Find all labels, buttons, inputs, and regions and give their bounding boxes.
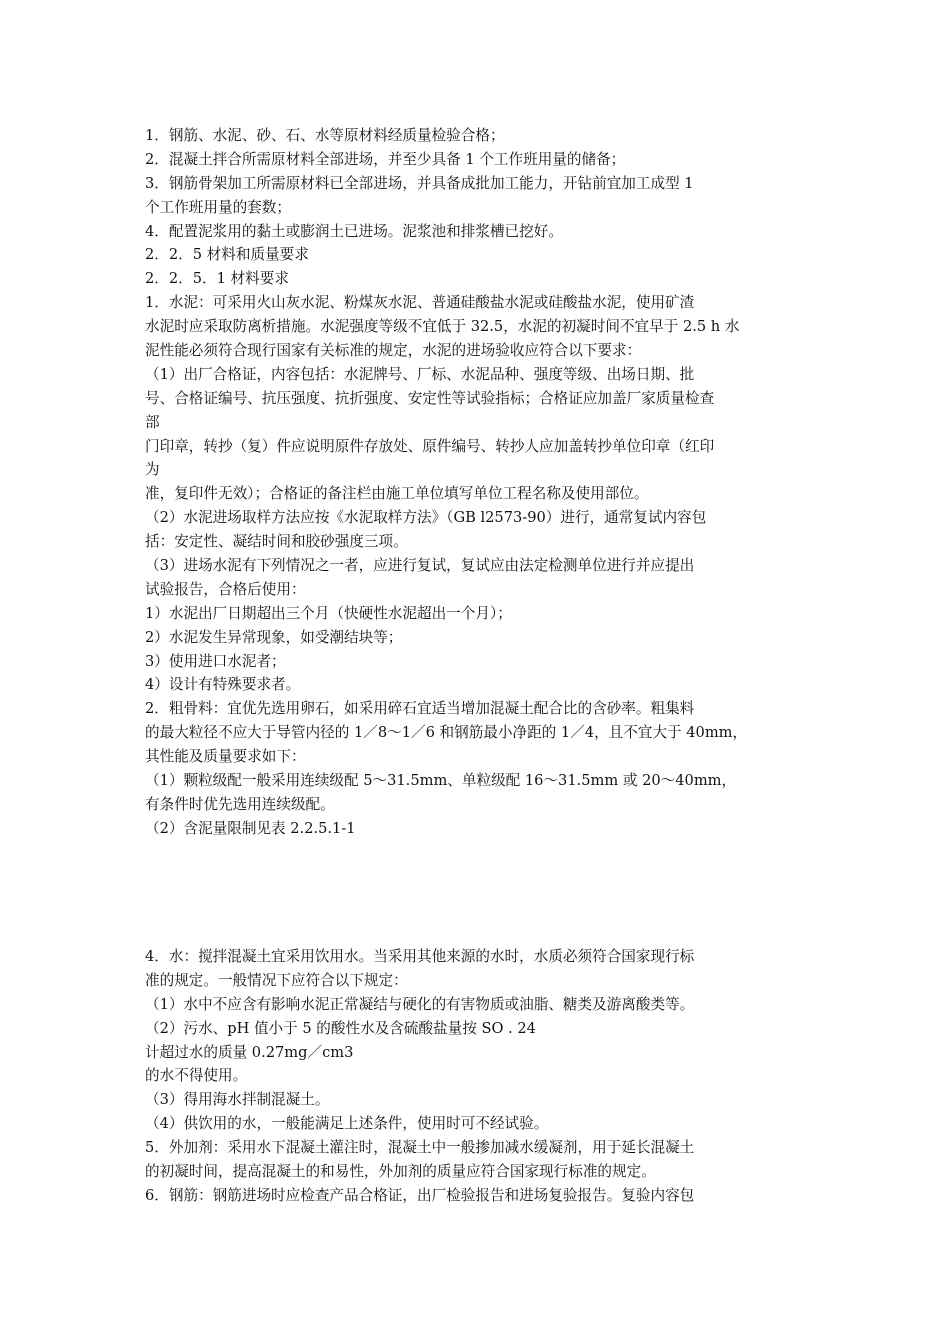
text-block-1 (145, 124, 815, 841)
text-line: （2）水泥进场取样方法应按《水泥取样方法》（GB l2573-90）进行，通常复试内容包 (145, 509, 707, 527)
text-line: 的初凝时间，提高混凝土的和易性，外加剂的质量应符合国家现行标准的规定。 (145, 1163, 656, 1181)
text-line: 泥性能必须符合现行国家有关标准的规定，水泥的进场验收应符合以下要求： (145, 342, 642, 360)
text-line: 1．钢筋、水泥、砂、石、水等原材料经质量检验合格； (145, 127, 505, 144)
text-line: 3．钢筋骨架加工所需原材料已全部进场，并具备成批加工能力，开钻前宜加工成型 1 (145, 174, 694, 192)
text-line: 的最大粒径不应大于导管内径的 1／8～1／6 和钢筋最小净距的 1／4，且不宜大于 40mm， (145, 724, 748, 742)
text-line: 2．2．5 材料和质量要求 (145, 246, 309, 264)
text-line: 门印章，转抄（复）件应说明原件存放处、原件编号、转抄人应加盖转抄单位印章（红印 (145, 437, 715, 455)
text-line: 其性能及质量要求如下： (145, 748, 306, 766)
text-line: 4．水：搅拌混凝土宜采用饮用水。当采用其他来源的水时，水质必须符合国家现行标 (145, 948, 695, 965)
text-line: 3）使用进口水泥者； (145, 652, 286, 670)
text-line: 2．混凝土拌合所需原材料全部进场，并至少具备 1 个工作班用量的储备； (145, 150, 626, 168)
text-line: 2．2．5．1 材料要求 (145, 270, 289, 288)
text-line: （1）出厂合格证，内容包括：水泥牌号、厂标、水泥品种、强度等级、出场日期、批 (145, 365, 695, 383)
text-line: 水泥时应采取防离析措施。水泥强度等级不宜低于 32.5，水泥的初凝时间不宜早于 2.5 h 水 (145, 318, 740, 336)
text-line: 的水不得使用。 (145, 1067, 248, 1085)
text-line: （3）得用海水拌制混凝土。 (145, 1091, 330, 1109)
text-line: 2）水泥发生异常现象，如受潮结块等； (145, 628, 403, 646)
text-line: 有条件时优先选用连续级配。 (145, 795, 335, 813)
text-line: 1）水泥出厂日期超出三个月（快硬性水泥超出一个月）； (145, 604, 512, 622)
text-line: 个工作班用量的套数； (145, 198, 291, 216)
text-line: 号、合格证编号、抗压强度、抗折强度、安定性等试验指标；合格证应加盖厂家质量检查 (145, 389, 715, 407)
text-line: （1）颗粒级配一般采用连续级配 5～31.5mm、单粒级配 16～31.5mm 或 20～40mm， (145, 772, 737, 790)
text-line: 括：安定性、凝结时间和胶砂强度三项。 (145, 533, 408, 551)
text-line: 6．钢筋：钢筋进场时应检查产品合格证，出厂检验报告和进场复验报告。复验内容包 (145, 1186, 695, 1204)
text-line: 准，复印件无效）；合格证的备注栏由施工单位填写单位工程名称及使用部位。 (145, 485, 649, 503)
text-line: 部 (145, 413, 160, 431)
text-block-2 (145, 945, 815, 1208)
text-line: （1）水中不应含有影响水泥正常凝结与硬化的有害物质或油脂、糖类及游离酸类等。 (145, 995, 695, 1013)
text-line: 2．粗骨料：宜优先选用卵石，如采用碎石宜适当增加混凝土配合比的含砂率。粗集料 (145, 700, 695, 718)
text-line: （4）供饮用的水，一般能满足上述条件，使用时可不经试验。 (145, 1115, 549, 1133)
text-line: （3）进场水泥有下列情况之一者，应进行复试，复试应由法定检测单位进行并应提出 (145, 557, 695, 575)
text-line: 计超过水的质量 0.27mg／cm3 (145, 1043, 354, 1061)
text-line: 1．水泥：可采用火山灰水泥、粉煤灰水泥、普通硅酸盐水泥或硅酸盐水泥，使用矿渣 (145, 294, 695, 312)
text-line: 4．配置泥浆用的黏土或膨润土已进场。泥浆池和排浆槽已挖好。 (145, 222, 563, 240)
text-line: 4）设计有特殊要求者。 (145, 676, 301, 694)
text-line: （2）含泥量限制见表 2.2.5.1-1 (145, 819, 356, 837)
text-line: 为 (145, 461, 160, 479)
text-line: 5．外加剂：采用水下混凝土灌注时，混凝土中一般掺加减水缓凝剂，用于延长混凝土 (145, 1139, 695, 1157)
text-line: （2）污水、pH 值小于 5 的酸性水及含硫酸盐量按 SO . 24 (145, 1019, 536, 1037)
text-line: 试验报告，合格后使用： (145, 580, 306, 598)
text-line: 准的规定。一般情况下应符合以下规定： (145, 971, 408, 989)
